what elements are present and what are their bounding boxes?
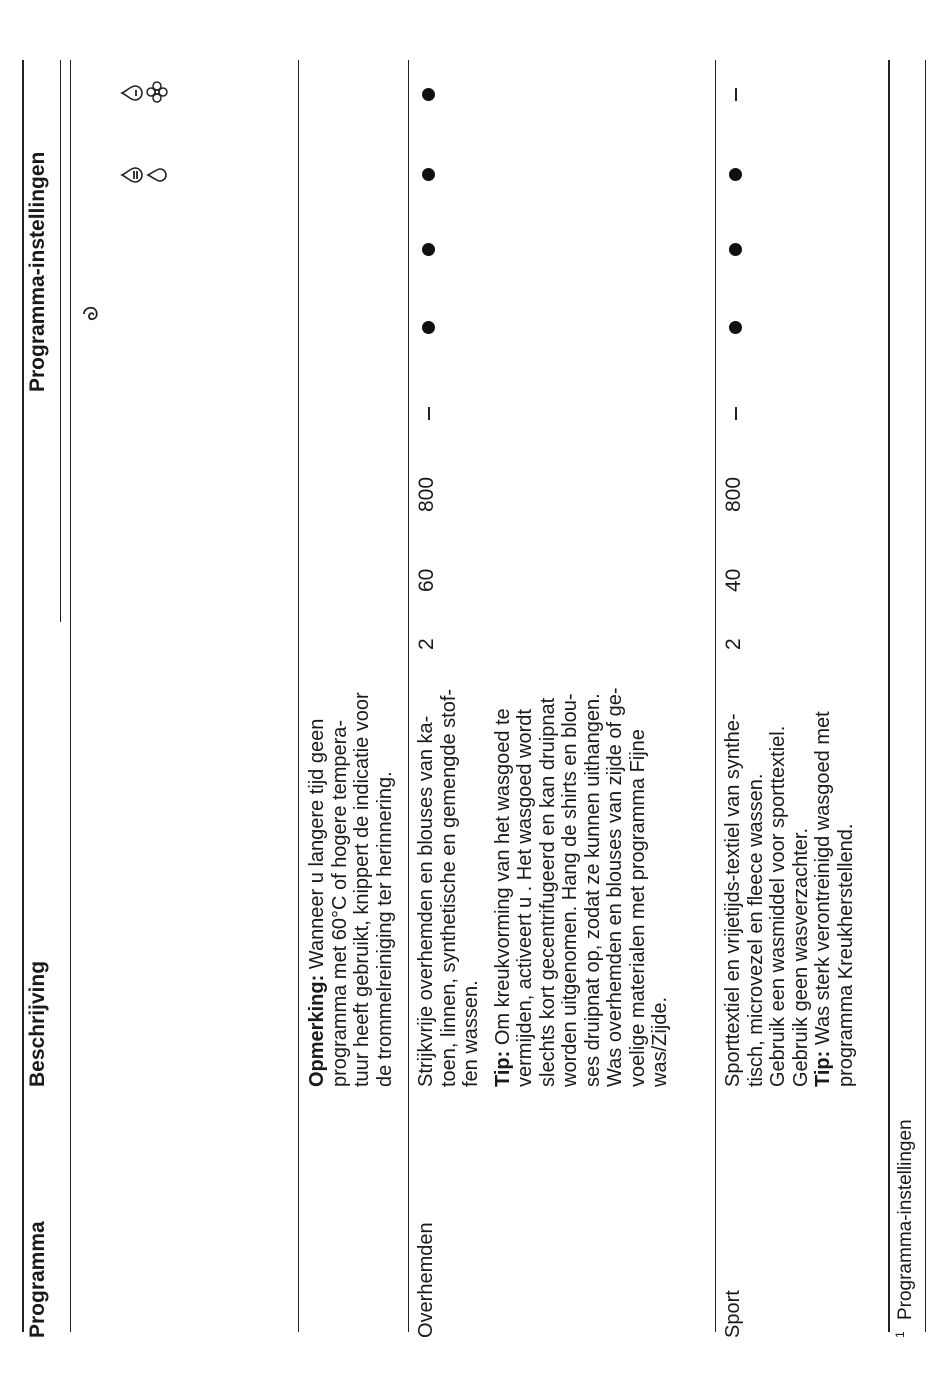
tip-line: Om kreukvorming van het wasgoed te — [491, 708, 514, 1051]
note-line: tuur heeft gebruikt, knippert de indicatie voor — [351, 692, 373, 1087]
desc-line: toen, linnen, synthetische en gemengde stof- — [437, 688, 460, 1087]
tip-line: ses druipnat op, zodat ze kunnen uithangen. — [581, 693, 604, 1087]
extra-rinse-icon — [120, 164, 144, 186]
desc-line: fen wassen. — [460, 980, 482, 1087]
desc-line: Strijkvrije overhemden en blouses van ka- — [415, 715, 437, 1087]
note-line: de trommelreiniging ter herinnering. — [373, 771, 396, 1087]
desc-line: tisch, microvezel en fleece wassen. — [744, 773, 767, 1087]
desc-overhemden — [415, 688, 672, 1087]
setting-dot — [729, 321, 742, 334]
bottom-rule — [888, 60, 890, 1332]
note-line: Wanneer u langere tijd geen — [306, 718, 328, 975]
spin-speed-icon — [80, 304, 102, 324]
tip-line: programma Kreukherstellend. — [834, 823, 857, 1087]
setting-dot — [729, 168, 742, 181]
program-name-overhemden: Overhemden — [415, 1222, 437, 1338]
header-settings: Programma-instellingen — [26, 151, 49, 392]
spin-value: 800 — [722, 476, 745, 512]
top-rule — [22, 60, 24, 1332]
temp-value: 40 — [722, 568, 745, 592]
note-paragraph — [306, 692, 396, 1087]
setting-dot — [729, 243, 742, 256]
setting-dash — [428, 407, 430, 420]
note-label: Opmerking: — [306, 974, 328, 1087]
desc-line: Gebruik een wasmiddel voor sporttextiel. — [767, 725, 789, 1087]
tip-line: worden uitgenomen. Hang de shirts en blou- — [559, 693, 581, 1087]
footnote — [893, 1119, 917, 1338]
tip-line: voelige materialen met programma Fijne — [626, 729, 649, 1087]
note-line: programma met 60°C of hogere tempera- — [328, 719, 351, 1087]
desc-sport — [722, 711, 857, 1087]
flower-icon — [145, 80, 169, 104]
load-value: 2 — [722, 638, 745, 650]
settings-group-rule — [60, 60, 61, 622]
tip-line: Was sterk verontreinigd wasgoed met — [812, 711, 834, 1051]
program-name-sport: Sport — [722, 1290, 744, 1338]
desc-line: Gebruik geen wasverzachter. — [789, 827, 812, 1087]
tip-line: vermijden, activeert u . Het wasgoed wordt — [514, 709, 536, 1087]
tip-line: Was overhemden en blouses van zijde of ge- — [604, 687, 626, 1087]
tip-label: Tip: — [491, 1050, 514, 1087]
spin-value: 800 — [415, 476, 438, 512]
footnote-marker: 1 — [893, 1331, 907, 1338]
tip-line: was/Zijde. — [649, 996, 671, 1087]
header-rule — [70, 60, 71, 1332]
header-description: Beschrijving — [26, 960, 49, 1087]
header-program: Programma — [26, 1221, 49, 1338]
temp-value: 60 — [415, 568, 438, 592]
load-value: 2 — [415, 638, 438, 650]
row1-rule — [298, 60, 299, 1332]
setting-dot — [422, 88, 435, 101]
row2-rule — [408, 60, 409, 1332]
tip-label: Tip: — [812, 1050, 834, 1087]
footnote-text: Programma-instellingen — [895, 1119, 917, 1321]
softener-icon — [120, 82, 144, 104]
setting-dot — [422, 168, 435, 181]
row3-rule — [715, 60, 716, 1332]
desc-line: Sporttextiel en vrijetijds-textiel van synthe- — [722, 713, 744, 1087]
setting-dash — [735, 407, 737, 420]
water-drop-icon — [145, 164, 169, 186]
setting-dot — [422, 243, 435, 256]
tip-line: slechts kort gecentrifugeerd en kan druipnat — [536, 697, 559, 1087]
page-bottom-rule — [925, 60, 926, 1332]
setting-dash — [735, 88, 737, 101]
setting-dot — [422, 321, 435, 334]
